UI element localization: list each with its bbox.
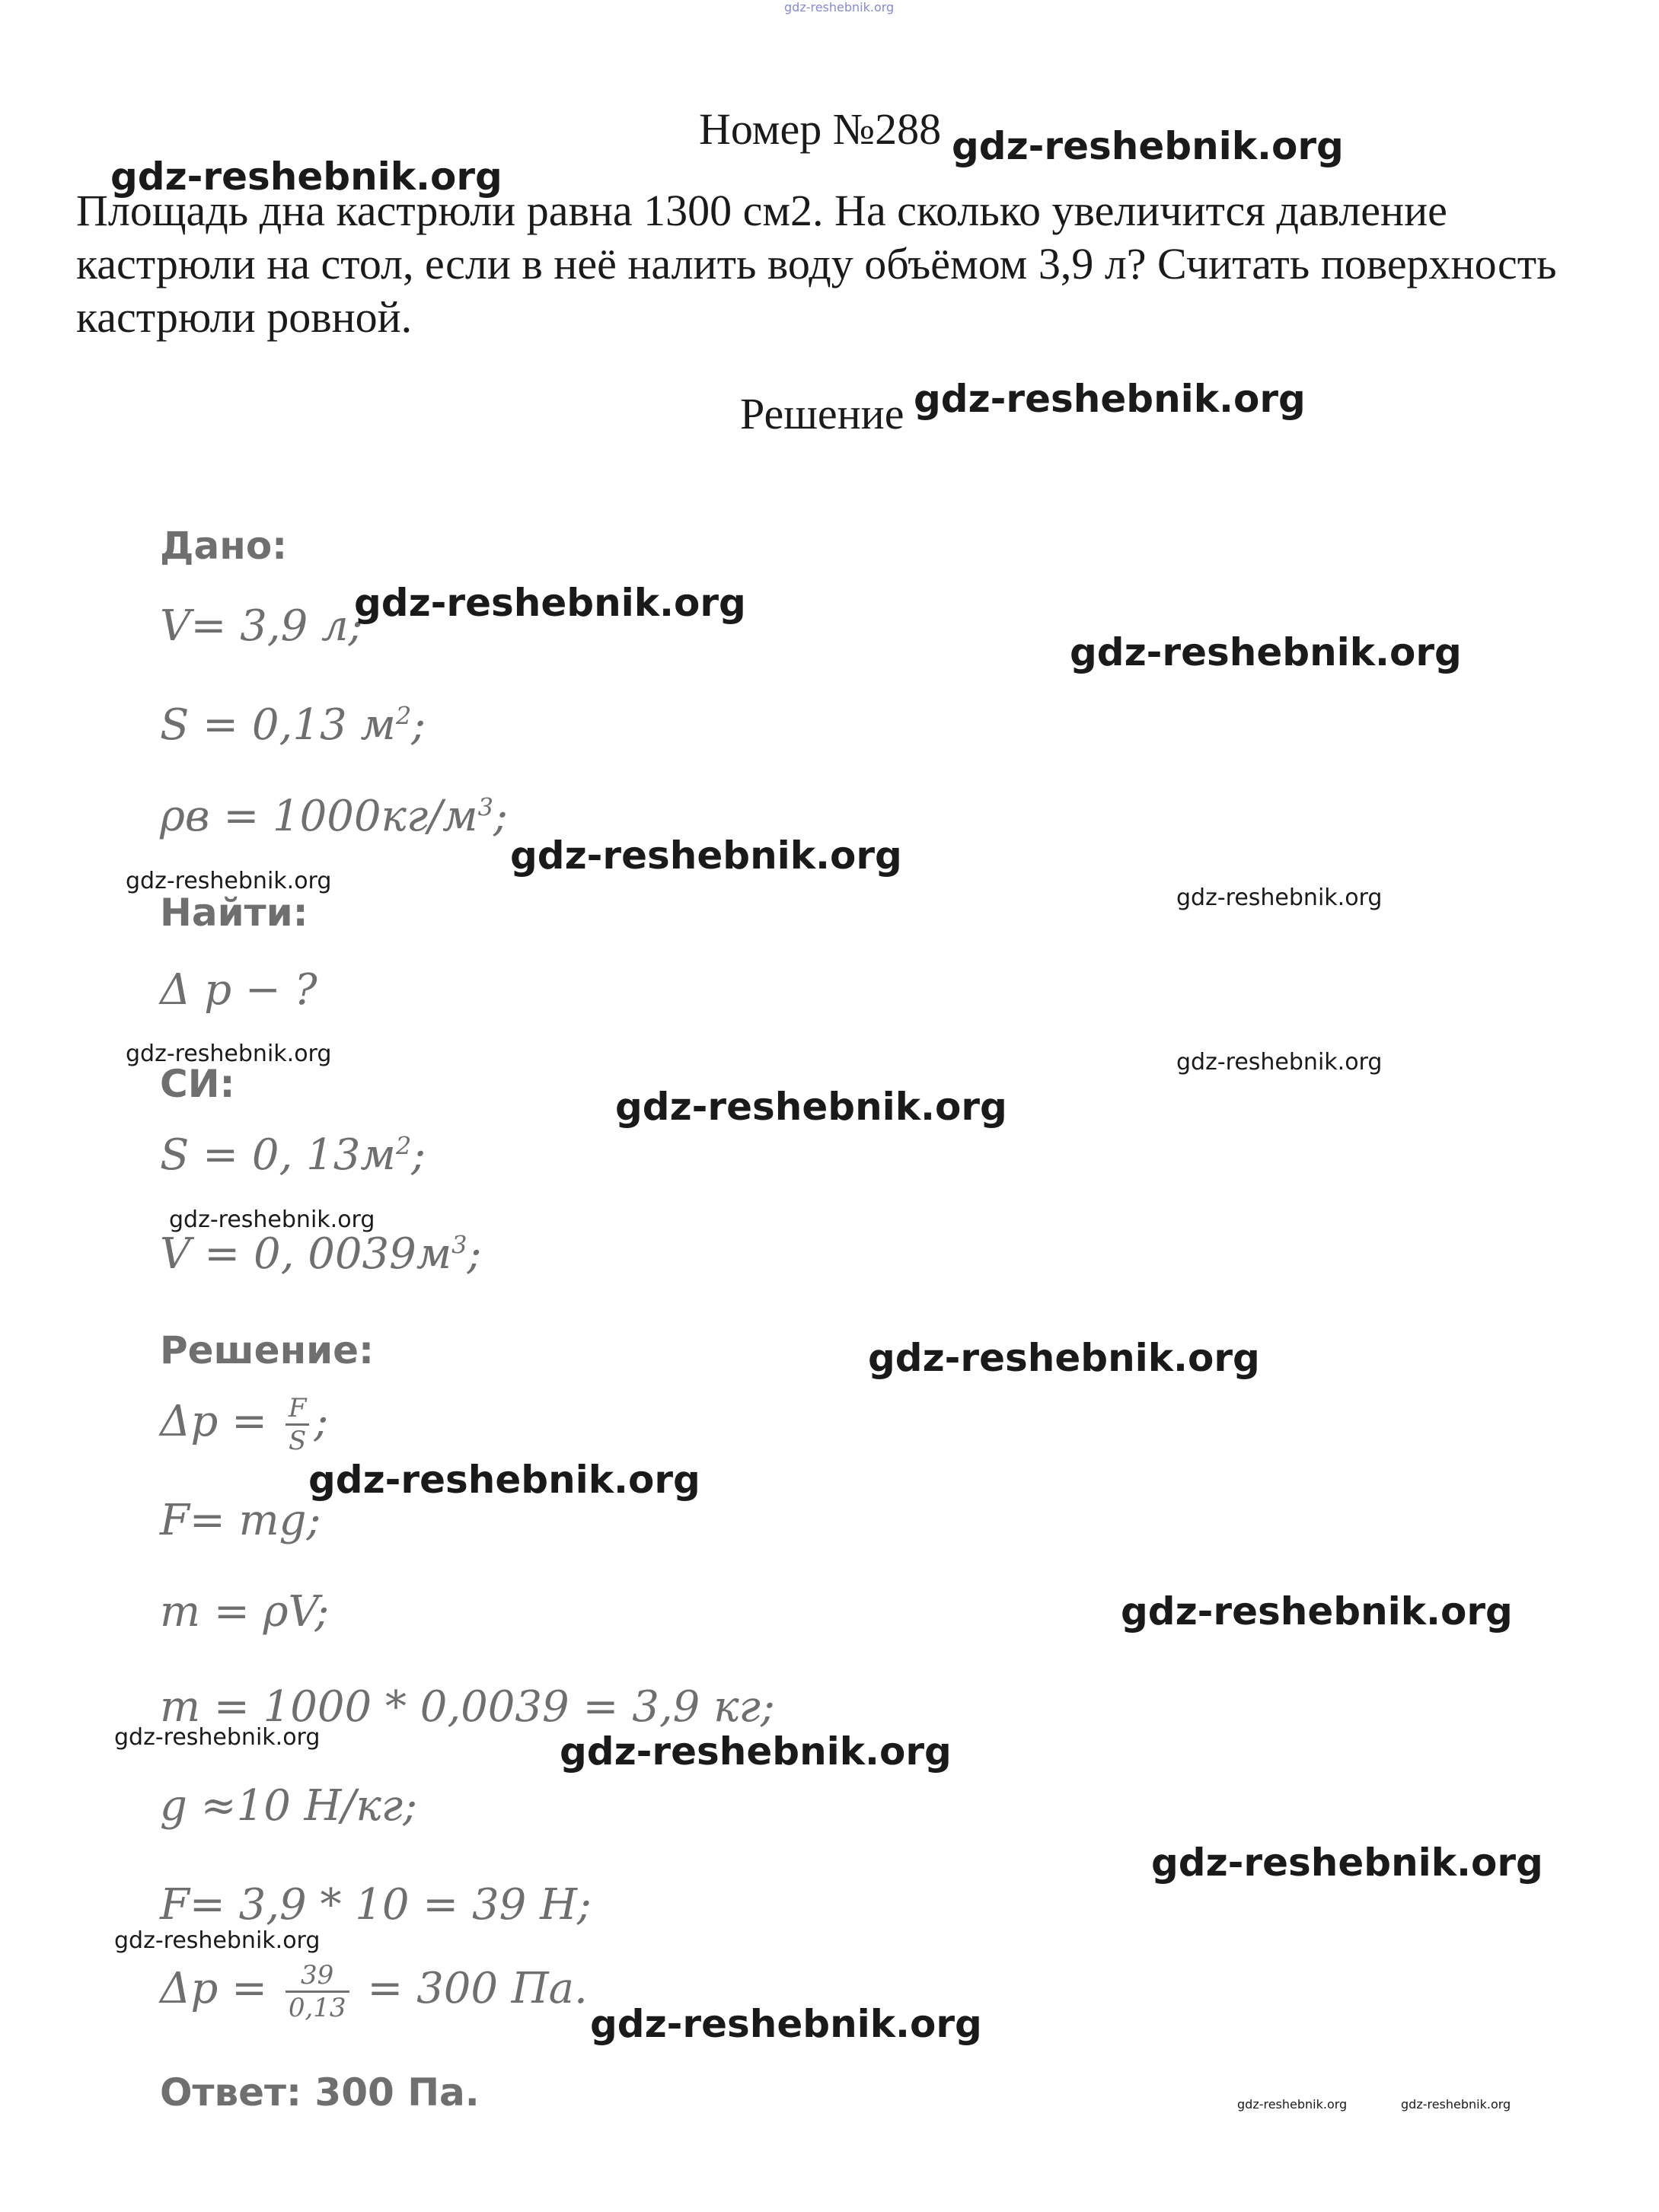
watermark: gdz-reshebnik.org bbox=[308, 1458, 700, 1502]
watermark: gdz-reshebnik.org bbox=[1070, 630, 1462, 674]
watermark: gdz-reshebnik.org bbox=[126, 1041, 332, 1067]
watermark: gdz-reshebnik.org bbox=[1237, 2097, 1348, 2112]
watermark: gdz-reshebnik.org bbox=[560, 1729, 952, 1774]
given-label: Дано: bbox=[160, 524, 288, 568]
solution-heading: Решение bbox=[740, 389, 904, 438]
watermark: gdz-reshebnik.org bbox=[1176, 884, 1383, 911]
si-label: СИ: bbox=[160, 1062, 235, 1106]
watermark: gdz-reshebnik.org bbox=[1401, 2097, 1511, 2112]
watermark: gdz-reshebnik.org bbox=[126, 868, 332, 894]
watermark: gdz-reshebnik.org bbox=[1121, 1589, 1513, 1634]
watermark: gdz-reshebnik.org bbox=[914, 377, 1306, 421]
watermark: gdz-reshebnik.org bbox=[510, 833, 902, 878]
watermark: gdz-reshebnik.org bbox=[1176, 1049, 1383, 1076]
watermark: gdz-reshebnik.org bbox=[1151, 1841, 1543, 1885]
find-label: Найти: bbox=[160, 891, 308, 935]
watermark: gdz-reshebnik.org bbox=[615, 1085, 1007, 1129]
watermark: gdz-reshebnik.org bbox=[952, 124, 1344, 168]
problem-statement: Площадь дна кастрюли равна 1300 см2. На сколько увеличится давление кастрюли на стол, если в неё налить воду объёмом 3,9 л? Считать поверхность кастрюли ровной. bbox=[76, 186, 1557, 342]
watermark: gdz-reshebnik.org bbox=[868, 1336, 1260, 1380]
watermark: gdz-reshebnik.org bbox=[354, 581, 746, 625]
find-line: Δ p − ? bbox=[160, 965, 317, 1015]
si-volume: V = 0, $0039м^3$; bbox=[160, 1229, 482, 1279]
problem-title: Номер №288 bbox=[699, 104, 942, 154]
watermark: gdz-reshebnik.org bbox=[114, 1927, 321, 1954]
answer-line: Ответ: 300 Па. bbox=[160, 2070, 480, 2115]
given-density: $\rho в = 1000кг/м^3$; bbox=[160, 792, 508, 841]
given-area: S = 0,13 $м^2$; bbox=[160, 700, 426, 750]
top-watermark: gdz-reshebnik.org bbox=[784, 0, 895, 14]
watermark: gdz-reshebnik.org bbox=[114, 1724, 321, 1751]
watermark: gdz-reshebnik.org bbox=[169, 1206, 375, 1233]
watermark: gdz-reshebnik.org bbox=[590, 2002, 982, 2046]
mass-calc: m = 1000 * 0,0039 = 3,9 кг; bbox=[160, 1682, 775, 1732]
final-formula: Δp = $\frac{39}{0,13}$ = 300 Па. bbox=[160, 1960, 588, 2023]
force-calc: F= 3,9 * 10 = 39 Н; bbox=[160, 1880, 592, 1930]
dp-formula: Δp = $\frac{F}{S}$ ; bbox=[160, 1393, 329, 1456]
gravity-line: g ≈10 Н/кг; bbox=[160, 1781, 417, 1831]
force-formula: F= mg; bbox=[160, 1496, 321, 1545]
si-area: S = 0, $13м^2$; bbox=[160, 1130, 426, 1180]
given-volume: V= 3,9 л; bbox=[160, 601, 363, 651]
watermark: gdz-reshebnik.org bbox=[110, 155, 502, 199]
mass-formula: m = ρV; bbox=[160, 1587, 330, 1637]
solution-label: Решение: bbox=[160, 1328, 375, 1372]
